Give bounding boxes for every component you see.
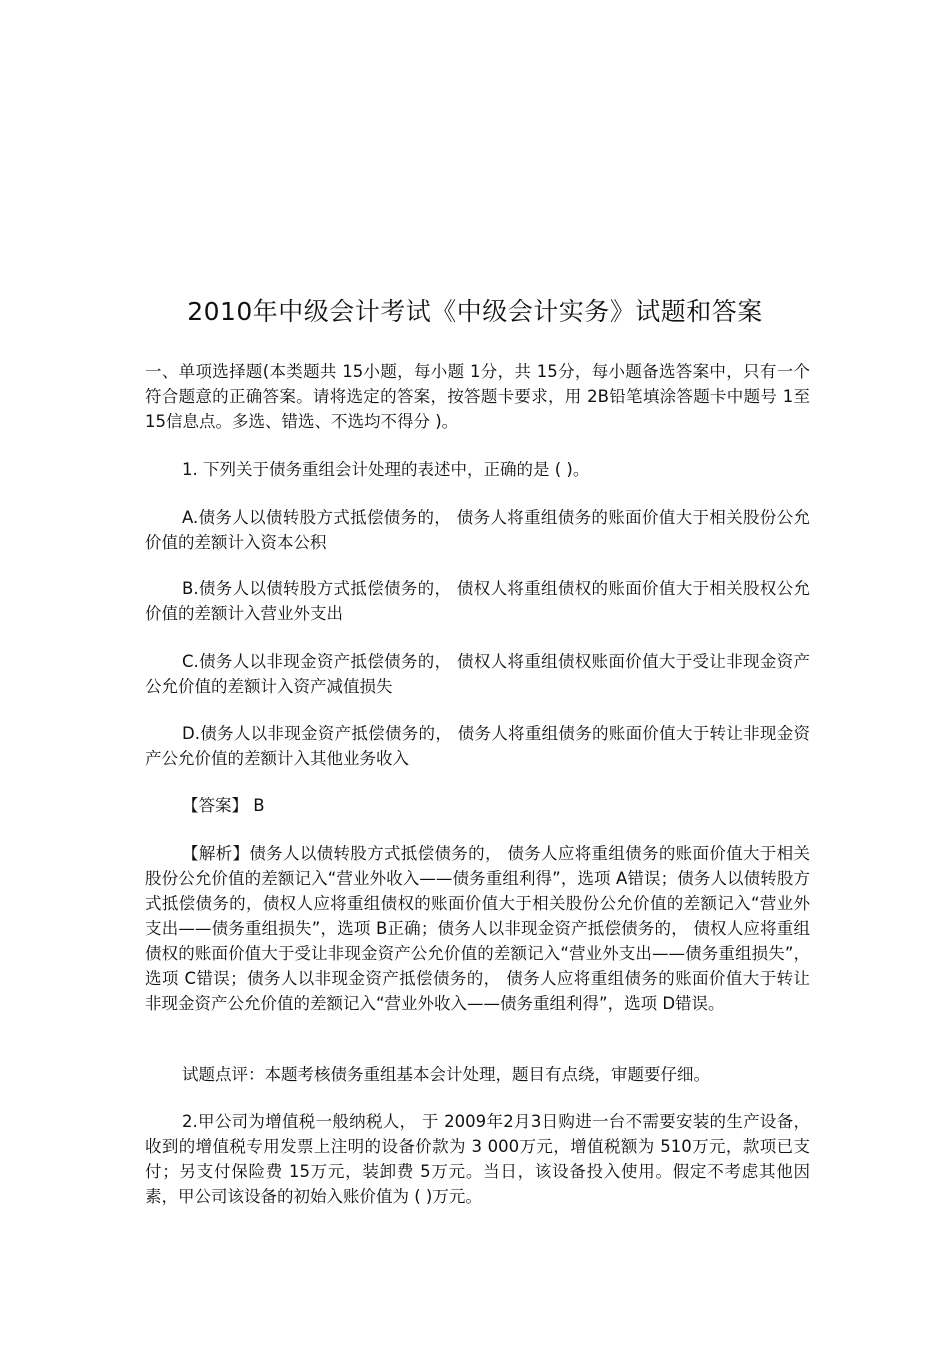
question-1-comment: 试题点评：本题考核债务重组基本会计处理，题目有点绕，审题要仔细。 <box>182 1065 710 1084</box>
question-1-option-c: C.债务人以非现金资产抵偿债务的， 债权人将重组债权账面价值大于受让非现金资产公允价值的差额计入资产减值损失 <box>145 652 810 696</box>
question-1-option-a: A.债务人以债转股方式抵偿债务的， 债务人将重组债务的账面价值大于相关股份公允价值的差额计入资本公积 <box>145 508 810 552</box>
question-1-option-d: D.债务人以非现金资产抵偿债务的， 债务人将重组债务的账面价值大于转让非现金资产公允价值的差额计入其他业务收入 <box>145 724 810 768</box>
question-1-stem: 1. 下列关于债务重组会计处理的表述中，正确的是 ( )。 <box>182 460 590 479</box>
question-1-analysis: 【解析】债务人以债转股方式抵偿债务的， 债务人应将重组债务的账面价值大于相关股份公允价值的差额记入“营业外收入——债务重组利得”，选项 A错误；债务人以债转股方式抵偿债务的，债权人应将重组债权的账面价值大于相关股份公允价值的差额记入“营业外支出——债务重组损失”，选项 B正确；债务人以非现金资产抵偿债务的， 债权人应将重组债权的账面价值大于受让非现金资产公允价值的差额记入“营业外支出——债务重组损失”，选项 C错误；债务人以非现金资产抵偿债务的， 债务人应将重组债务的账面价值大于转让非现金资产公允价值的差额记入“营业外收入——债务重组利得”，选项 D错误。 <box>145 844 810 1013</box>
section-header: 一、单项选择题(本类题共 15小题，每小题 1分，共 15分，每小题备选答案中，只有一个符合题意的正确答案。请将选定的答案，按答题卡要求，用 2B铅笔填涂答题卡中题号 1至15信息点。多选、错选、不选均不得分 )。 <box>145 362 810 431</box>
question-1-answer: 【答案】 B <box>182 796 265 815</box>
document-title: 2010年中级会计考试《中级会计实务》试题和答案 <box>187 297 763 326</box>
question-1-option-b: B.债务人以债转股方式抵偿债务的， 债权人将重组债权的账面价值大于相关股权公允价值的差额计入营业外支出 <box>145 579 810 623</box>
question-2-stem: 2.甲公司为增值税一般纳税人， 于 2009年2月3日购进一台不需要安装的生产设备，收到的增值税专用发票上注明的设备价款为 3 000万元，增值税额为 510万元，款项已支付；另支付保险费 15万元，装卸费 5万元。当日，该设备投入使用。假定不考虑其他因素，甲公司该设备的初始入账价值为 ( )万元。 <box>145 1112 810 1206</box>
